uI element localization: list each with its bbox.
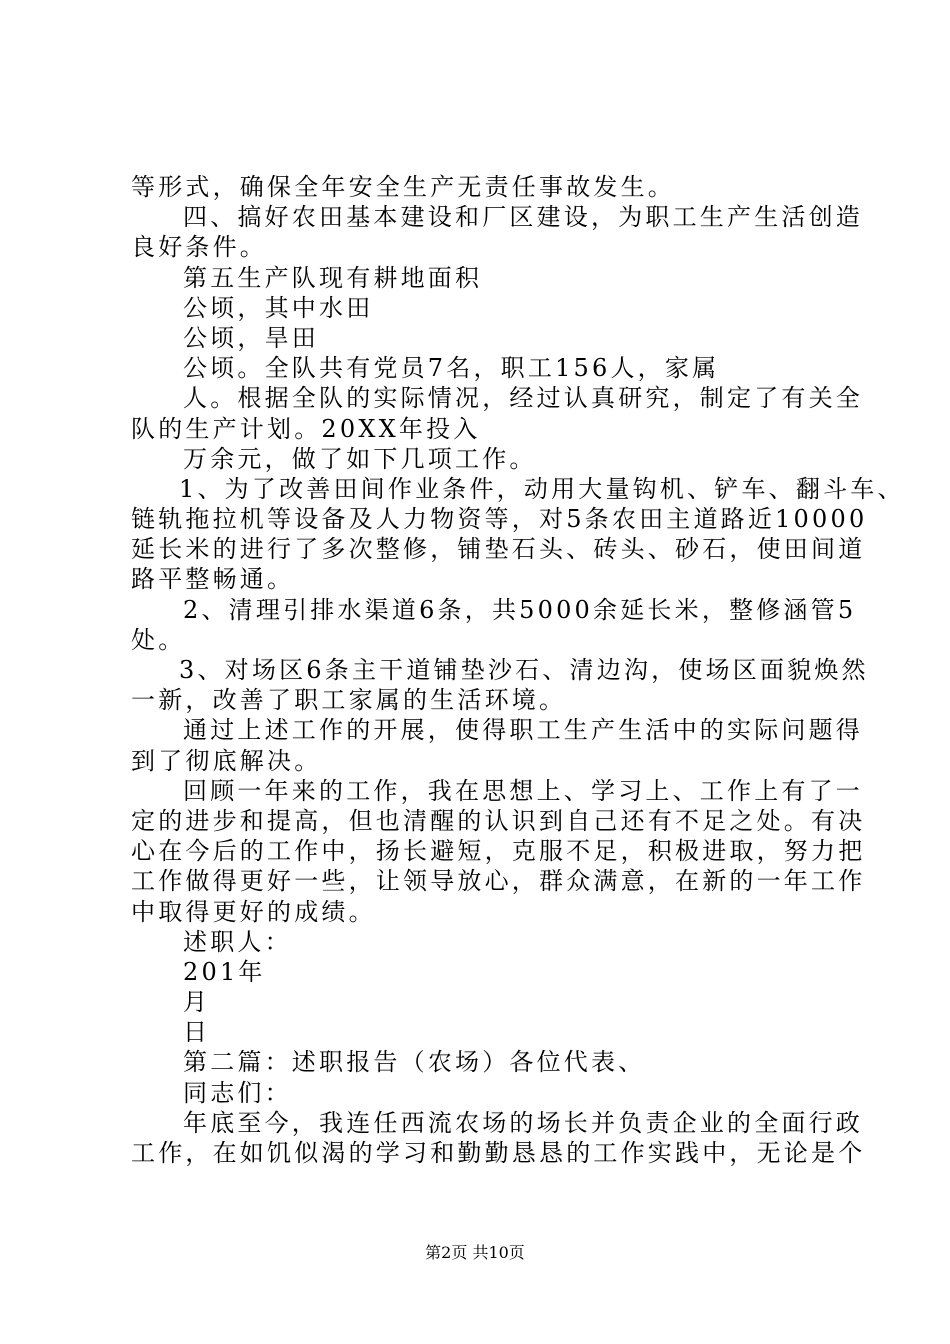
text-line: 2、清理引排水渠道6条，共5000余延长米，整修涵管5 [183, 595, 857, 624]
text-line: 延长米的进行了多次整修，铺垫石头、砖头、砂石，使田间道 [131, 535, 866, 564]
text-line: 人。根据全队的实际情况，经过认真研究，制定了有关全 [183, 384, 863, 413]
text-line: 到了彻底解决。 [131, 746, 322, 775]
text-line: 良好条件。 [131, 233, 267, 262]
text-line: 处。 [131, 625, 186, 654]
text-line: 心在今后的工作中，扬长避短，克服不足，积极进取，努力把 [131, 837, 866, 866]
text-line: 日 [183, 1018, 211, 1047]
text-line: 公顷。全队共有党员7名，职工156人，家属 [183, 354, 720, 383]
text-line: 路平整畅通。 [131, 565, 295, 594]
text-line: 四、搞好农田基本建设和厂区建设，为职工生产生活创造 [183, 203, 863, 232]
text-line: 公顷，其中水田 [183, 293, 374, 322]
text-line: 定的进步和提高，但也清醒的认识到自己还有不足之处。有决 [131, 806, 866, 835]
text-line: 第五生产队现有耕地面积 [183, 263, 483, 292]
text-line: 年底至今，我连任西流农场的场长并负责企业的全面行政 [183, 1108, 863, 1137]
text-line: 中取得更好的成绩。 [131, 897, 376, 926]
text-line: 工作，在如饥似渴的学习和勤勤恳恳的工作实践中，无论是个 [131, 1139, 866, 1167]
text-line: 201年 [183, 957, 266, 986]
text-line: 一新，改善了职工家属的生活环境。 [131, 686, 567, 715]
text-line: 等形式，确保全年安全生产无责任事故发生。 [131, 173, 675, 201]
text-line: 通过上述工作的开展，使得职工生产生活中的实际问题得 [183, 716, 863, 745]
text-line: 月 [183, 988, 211, 1017]
text-line: 回顾一年来的工作，我在思想上、学习上、工作上有了一 [183, 776, 863, 805]
text-line: 队的生产计划。20XX年投入 [131, 414, 481, 443]
text-line: 工作做得更好一些，让领导放心，群众满意，在新的一年工作 [131, 867, 866, 896]
text-line: 万余元，做了如下几项工作。 [183, 444, 537, 473]
text-line: 述职人： [183, 927, 292, 956]
page-footer: 第2页 共10页 [425, 1243, 525, 1262]
text-line: 3、对场区6条主干道铺垫沙石、清边沟，使场区面貌焕然 [179, 656, 869, 684]
text-line: 1、为了改善田间作业条件，动用大量钩机、铲车、翻斗车、 [179, 474, 905, 503]
text-line: 公顷，旱田 [183, 323, 319, 352]
text-line: 第二篇：述职报告（农场）各位代表、 [183, 1048, 646, 1077]
document-body [131, 172, 905, 1168]
text-line: 同志们： [183, 1078, 292, 1107]
text-line: 链轨拖拉机等设备及人力物资等，对5条农田主道路近10000 [131, 505, 868, 534]
